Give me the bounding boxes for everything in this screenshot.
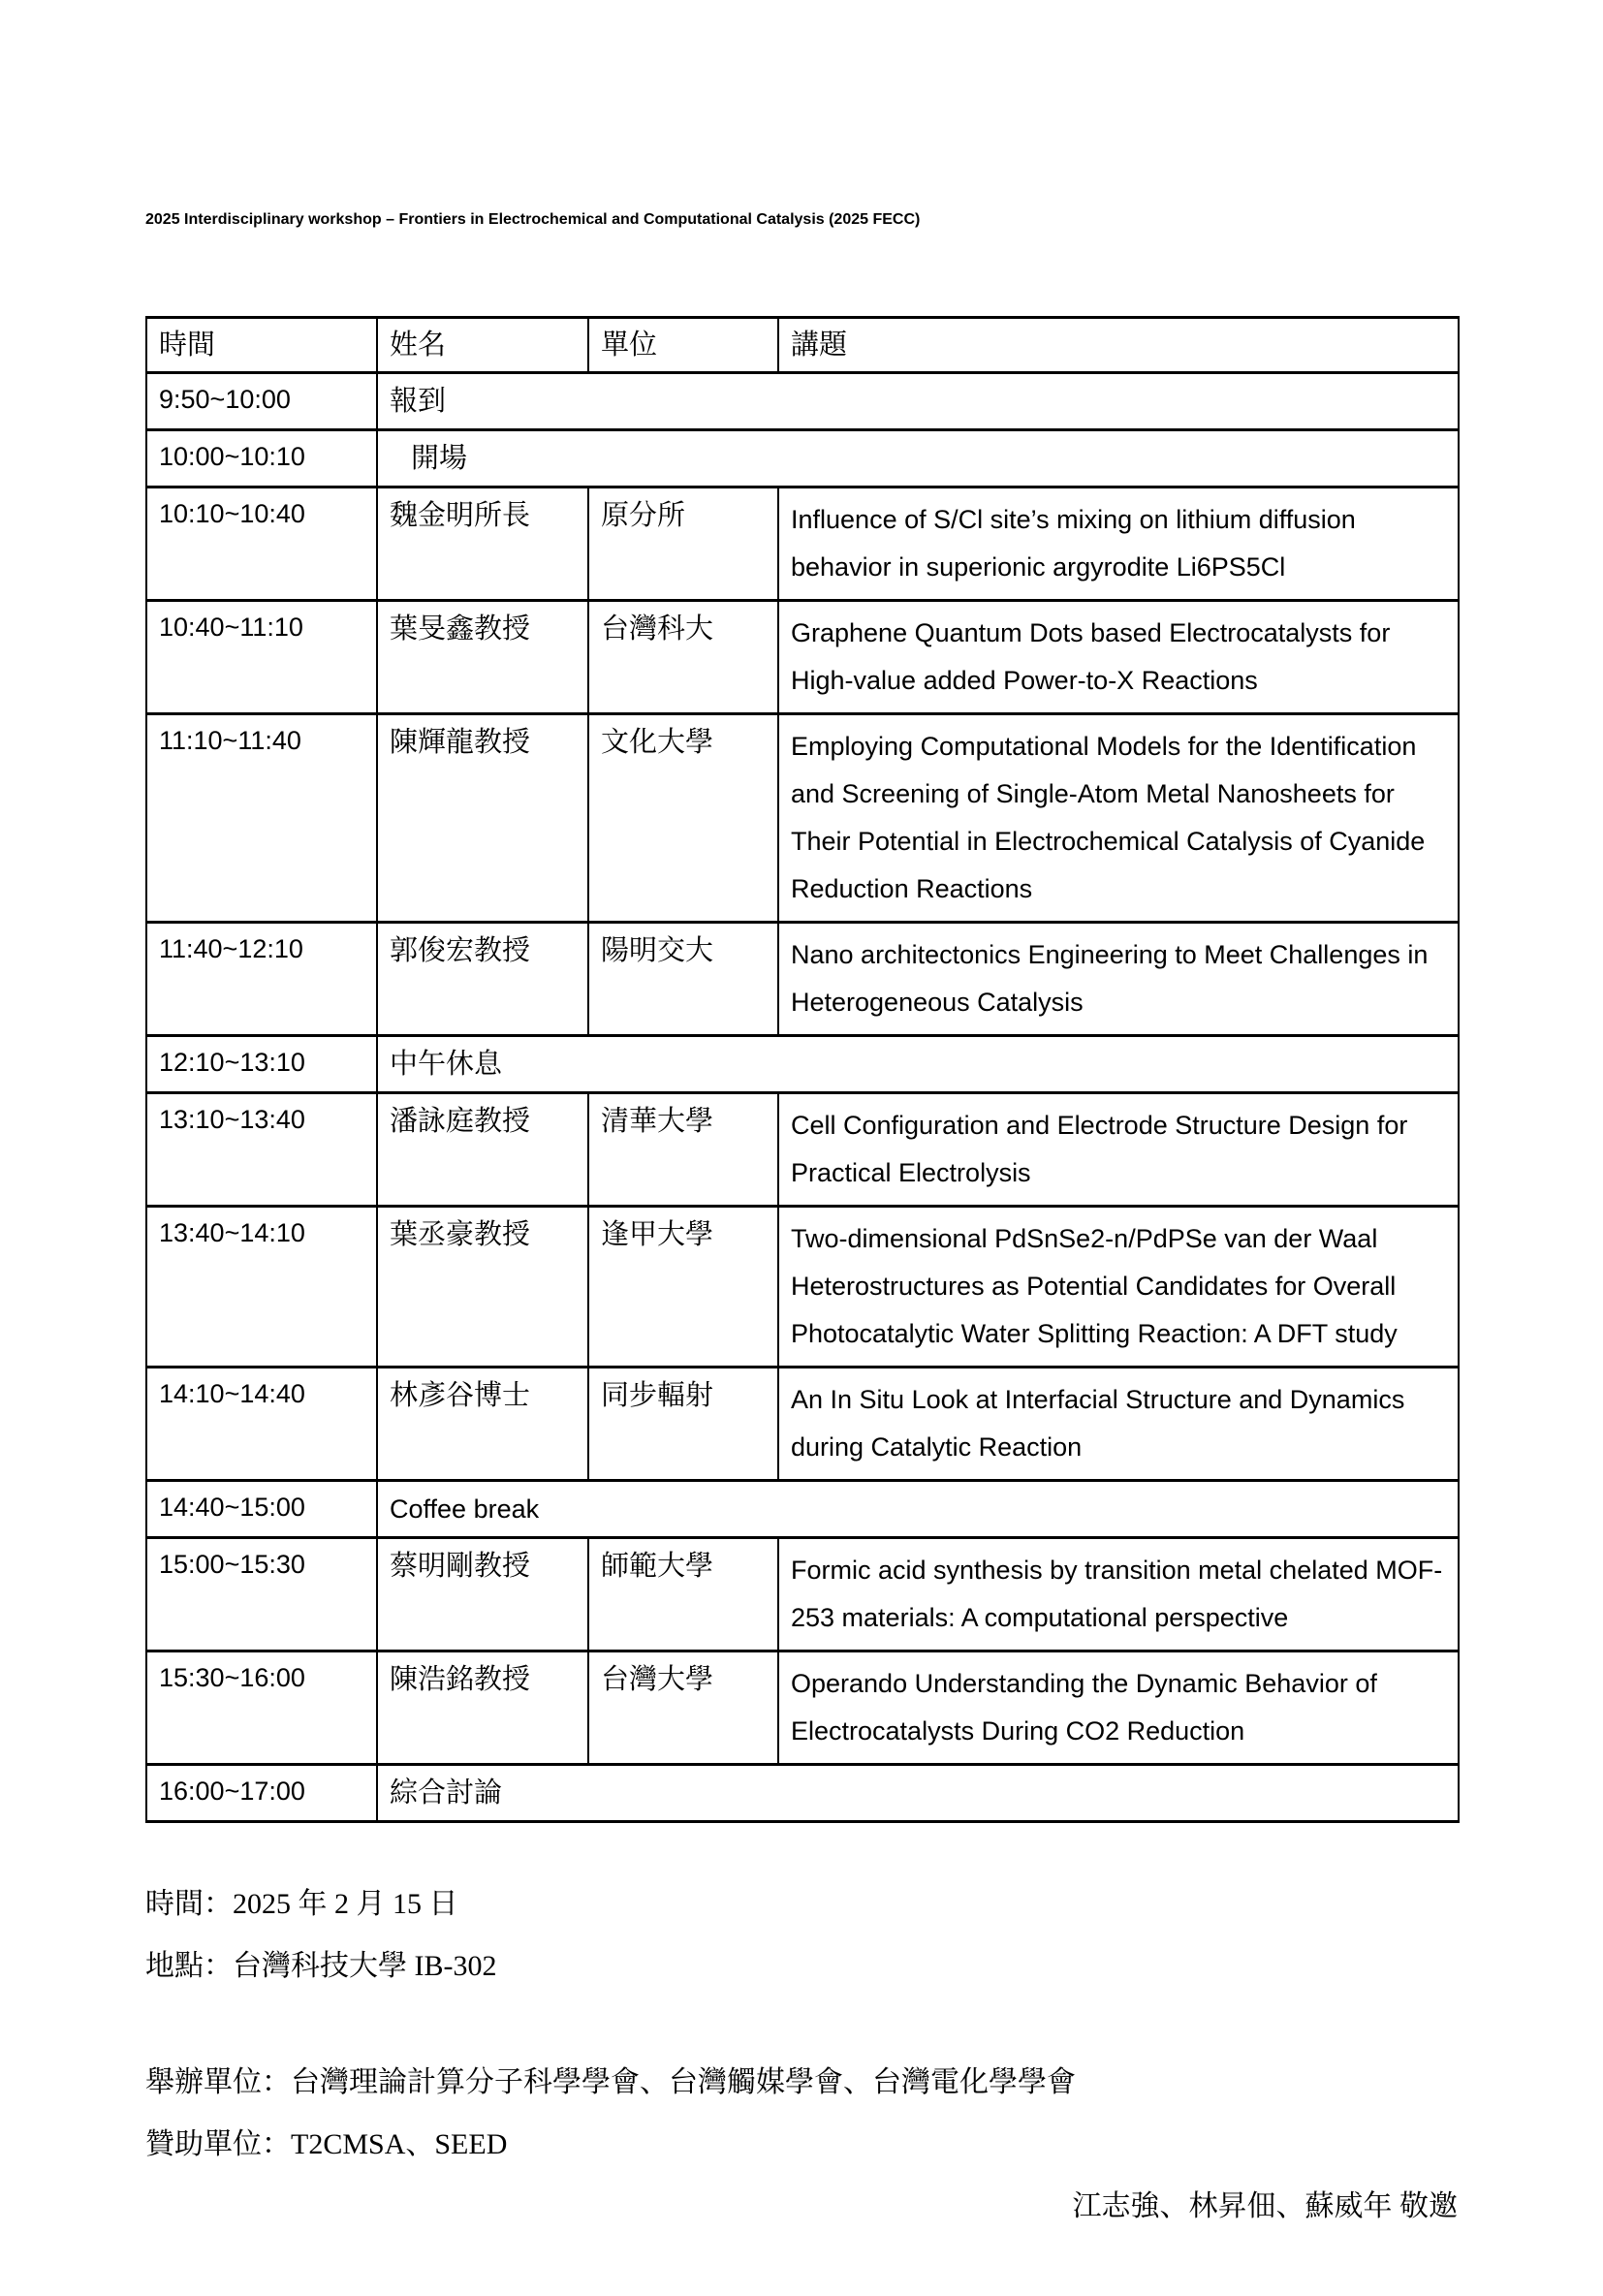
schedule-row [146, 430, 1459, 488]
schedule-row [146, 373, 1459, 430]
talk-title-cell: An In Situ Look at Interfacial Structure and Dynamics during Catalytic Reaction [778, 1368, 1459, 1481]
session-label-cell: 綜合討論 [377, 1765, 1459, 1822]
time-cell: 9:50~10:00 [146, 373, 377, 430]
sponsors-line: 贊助單位：T2CMSA、SEED [145, 2128, 508, 2160]
header-org: 單位 [588, 318, 778, 373]
talk-title-cell: Employing Computational Models for the Identification and Screening of Single-Atom Metal Nanosheets for Their Potential in Electrochemical Catalysis of Cyanide Reduction Reactions [778, 714, 1459, 923]
header-row [146, 318, 1459, 373]
affiliation-cell: 師範大學 [588, 1538, 778, 1651]
schedule-row [146, 923, 1459, 1036]
speaker-name-cell: 林彥谷博士 [377, 1368, 588, 1481]
time-cell: 15:30~16:00 [146, 1651, 377, 1765]
document-title-prefix: 2025 Interdisciplinary workshop – [145, 211, 399, 228]
invitation-line: 江志強、林昇佃、蘇威年 敬邀 [1072, 2190, 1458, 2222]
schedule-table [145, 316, 1460, 1823]
affiliation-cell: 逢甲大學 [588, 1207, 778, 1368]
header-name: 姓名 [377, 318, 588, 373]
schedule-row [146, 601, 1459, 714]
schedule-row [146, 1651, 1459, 1765]
time-cell: 10:40~11:10 [146, 601, 377, 714]
schedule-row [146, 1036, 1459, 1093]
header-topic: 講題 [778, 318, 1459, 373]
schedule-row [146, 1207, 1459, 1368]
speaker-name-cell: 陳浩銘教授 [377, 1651, 588, 1765]
talk-title-cell: Cell Configuration and Electrode Structure Design for Practical Electrolysis [778, 1093, 1459, 1207]
time-cell: 14:40~15:00 [146, 1481, 377, 1538]
talk-title-cell: Influence of S/Cl site’s mixing on lithium diffusion behavior in superionic argyrodite Li6PS5Cl [778, 488, 1459, 601]
affiliation-cell: 原分所 [588, 488, 778, 601]
affiliation-cell: 文化大學 [588, 714, 778, 923]
schedule-row [146, 1481, 1459, 1538]
session-label-cell: 中午休息 [377, 1036, 1459, 1093]
event-date-line: 時間：2025 年 2 月 15 日 [145, 1888, 458, 1920]
session-label-cell: 報到 [377, 373, 1459, 430]
talk-title-cell: Two-dimensional PdSnSe2-n/PdPSe van der Waal Heterostructures as Potential Candidates for Overall Photocatalytic Water Splitting Reaction: A DFT study [778, 1207, 1459, 1368]
time-cell: 13:40~14:10 [146, 1207, 377, 1368]
affiliation-cell: 同步輻射 [588, 1368, 778, 1481]
organization-details [145, 2052, 1458, 2176]
time-cell: 15:00~15:30 [146, 1538, 377, 1651]
speaker-name-cell: 陳輝龍教授 [377, 714, 588, 923]
schedule-row [146, 1368, 1459, 1481]
event-details [145, 1873, 1458, 1997]
header-time: 時間 [146, 318, 377, 373]
session-label-cell: Coffee break [377, 1481, 1459, 1538]
talk-title-cell: Formic acid synthesis by transition metal chelated MOF-253 materials: A computational perspective [778, 1538, 1459, 1651]
organizers-line: 舉辦單位：台灣理論計算分子科學學會、台灣觸媒學會、台灣電化學學會 [145, 2066, 1076, 2098]
document-title [145, 192, 1415, 248]
schedule-row [146, 1538, 1459, 1651]
time-cell: 11:40~12:10 [146, 923, 377, 1036]
schedule-body [146, 373, 1459, 1822]
speaker-name-cell: 蔡明剛教授 [377, 1538, 588, 1651]
speaker-name-cell: 魏金明所長 [377, 488, 588, 601]
schedule-row [146, 714, 1459, 923]
affiliation-cell: 台灣科大 [588, 601, 778, 714]
talk-title-cell: Graphene Quantum Dots based Electrocatalysts for High-value added Power-to-X Reactions [778, 601, 1459, 714]
talk-title-cell: Operando Understanding the Dynamic Behavior of Electrocatalysts During CO2 Reduction [778, 1651, 1459, 1765]
time-cell: 11:10~11:40 [146, 714, 377, 923]
time-cell: 10:10~10:40 [146, 488, 377, 601]
session-label-cell: 開場 [377, 430, 1459, 488]
speaker-name-cell: 葉丞豪教授 [377, 1207, 588, 1368]
time-cell: 10:00~10:10 [146, 430, 377, 488]
document-footer [145, 1873, 1458, 2238]
schedule-row [146, 1093, 1459, 1207]
speaker-name-cell: 潘詠庭教授 [377, 1093, 588, 1207]
speaker-name-cell: 郭俊宏教授 [377, 923, 588, 1036]
time-cell: 14:10~14:40 [146, 1368, 377, 1481]
affiliation-cell: 清華大學 [588, 1093, 778, 1207]
speaker-name-cell: 葉旻鑫教授 [377, 601, 588, 714]
affiliation-cell: 台灣大學 [588, 1651, 778, 1765]
schedule-table-header [146, 318, 1459, 373]
event-venue-line: 地點：台灣科技大學 IB-302 [145, 1950, 497, 1982]
time-cell: 12:10~13:10 [146, 1036, 377, 1093]
document-title-main: Frontiers in Electrochemical and Computational Catalysis (2025 FECC) [398, 211, 921, 228]
time-cell: 16:00~17:00 [146, 1765, 377, 1822]
talk-title-cell: Nano architectonics Engineering to Meet Challenges in Heterogeneous Catalysis [778, 923, 1459, 1036]
schedule-row [146, 1765, 1459, 1822]
affiliation-cell: 陽明交大 [588, 923, 778, 1036]
time-cell: 13:10~13:40 [146, 1093, 377, 1207]
schedule-row [146, 488, 1459, 601]
